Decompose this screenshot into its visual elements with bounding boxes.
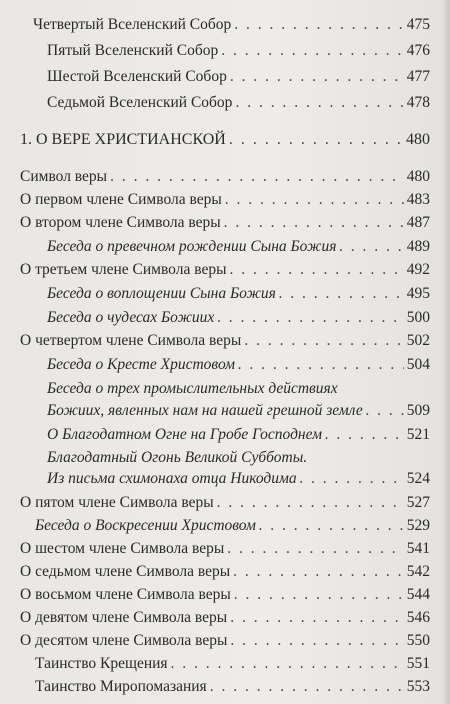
toc-entry-title: О шестом члене Символа веры: [20, 540, 225, 557]
toc-entry-page: 527: [406, 494, 430, 511]
leader-dots: [230, 259, 404, 281]
toc-entry-page: 495: [406, 285, 430, 302]
toc-entry-title: 1. О ВЕРЕ ХРИСТИАНСКОЙ: [20, 131, 226, 148]
toc-entry-title: Беседа о Кресте Христовом: [47, 356, 235, 373]
toc-entry-page: 489: [406, 238, 430, 255]
leader-dots: [230, 630, 403, 652]
leader-dots: [210, 676, 404, 698]
toc-entry-page: 544: [406, 586, 430, 603]
toc-entry-page: 524: [406, 470, 430, 487]
toc-entry: [35, 653, 430, 675]
toc-entry: [20, 166, 430, 188]
leader-dots: [366, 400, 404, 422]
toc-entry: [20, 212, 430, 234]
toc-entry-title: О третьем члене Символа веры: [20, 261, 227, 278]
leader-dots: [259, 515, 404, 537]
leader-dots: [300, 468, 404, 490]
leader-dots: [234, 14, 403, 36]
toc-entry-title: Беседа о воплощении Сына Божия: [47, 285, 276, 302]
toc-entry-page: 529: [406, 517, 430, 534]
toc-entry-title: Шестой Вселенский Собор: [47, 68, 227, 85]
toc-entry-page: 500: [406, 309, 430, 326]
toc-entry: [20, 259, 430, 281]
toc-entry-page: 483: [406, 191, 430, 208]
toc-entry-title: Божиих, явленных нам на нашей грешной земле: [47, 402, 363, 419]
leader-dots: [244, 330, 403, 352]
leader-dots: [230, 607, 404, 629]
toc-entry-title: Беседа о Воскресении Христовом: [35, 517, 256, 534]
toc-entry-title: О седьмом члене Символа веры: [20, 563, 231, 580]
toc-entry: [20, 330, 430, 352]
toc-entry-page: 477: [406, 68, 430, 85]
toc-entry-talk: [47, 236, 430, 258]
toc-entry-talk-line1: Беседа о трех промыслительных действиях: [47, 380, 338, 397]
toc-entry-talk: [47, 354, 430, 376]
toc-entry-page: 541: [406, 540, 430, 557]
toc-entry-page: 492: [406, 261, 430, 278]
leader-dots: [110, 166, 404, 188]
toc-entry: [47, 66, 430, 88]
toc-entry-title: Беседа о чудесах Божиих: [47, 309, 215, 326]
toc-entry-page: 553: [406, 678, 430, 695]
toc-entry-talk: [47, 400, 430, 422]
toc-entry-title: Седьмой Вселенский Собор: [47, 94, 233, 111]
leader-dots: [279, 283, 404, 305]
toc-entry-talk: [47, 424, 430, 446]
toc-entry-page: 509: [406, 402, 430, 419]
toc-entry-letter: [47, 468, 430, 490]
toc-entry-page: 475: [406, 16, 430, 33]
toc-entry-title: Таинство Крещения: [35, 655, 168, 672]
toc-entry-title: О девятом члене Символа веры: [20, 609, 228, 626]
toc-entry-title: О Благодатном Огне на Гробе Господнем: [47, 426, 322, 443]
leader-dots: [225, 189, 404, 211]
toc-entry-page: 546: [406, 609, 430, 626]
toc-entry-title: Символ веры: [20, 168, 108, 185]
leader-dots: [217, 307, 403, 329]
toc-entry: [20, 538, 430, 560]
toc-entry-letter-line1: Благодатный Огонь Великой Субботы.: [47, 449, 308, 466]
toc-entry-page: 542: [406, 563, 430, 580]
leader-dots: [235, 92, 403, 114]
toc-entry: [20, 584, 430, 606]
toc-entry-page: 476: [406, 42, 430, 59]
toc-entry: [47, 92, 430, 114]
toc-entry-title: Четвертый Вселенский Собор: [33, 16, 232, 33]
toc-entry: [47, 40, 430, 62]
leader-dots: [233, 561, 404, 583]
toc-entry-title: Таинство Миропомазания: [35, 678, 207, 695]
toc-entry-page: 551: [406, 655, 430, 672]
toc-entry-page: 502: [406, 332, 430, 349]
leader-dots: [217, 492, 404, 514]
leader-dots: [229, 129, 403, 151]
toc-entry-page: 480: [406, 168, 430, 185]
leader-dots: [234, 584, 404, 606]
toc-entry-talk: [35, 515, 430, 537]
leader-dots: [171, 653, 404, 675]
toc-entry-page: 550: [406, 632, 430, 649]
toc-entry-title: Пятый Вселенский Собор: [47, 42, 219, 59]
toc-entry: [20, 492, 430, 514]
toc-entry-page: 478: [406, 94, 430, 111]
toc-entry-title: Беседа о превечном рождении Сына Божия: [47, 238, 337, 255]
toc-entry-page: 487: [406, 214, 430, 231]
leader-dots: [325, 424, 404, 446]
toc-entry: [20, 561, 430, 583]
toc-entry: [20, 630, 430, 652]
toc-entry-page: 504: [406, 356, 430, 373]
toc-entry: [33, 14, 430, 36]
toc-entry-page: 521: [406, 426, 430, 443]
toc-entry-title: О четвертом члене Символа веры: [20, 332, 242, 349]
toc-entry-title: О втором члене Символа веры: [20, 214, 221, 231]
toc-entry-page: 480: [406, 131, 430, 148]
leader-dots: [238, 354, 404, 376]
toc-section-heading: [20, 129, 430, 151]
toc-entry-title: О десятом члене Символа веры: [20, 632, 228, 649]
toc-entry-title: О пятом члене Символа веры: [20, 494, 214, 511]
leader-dots: [339, 236, 403, 258]
toc-entry-title: Из письма схимонаха отца Никодима: [47, 470, 297, 487]
leader-dots: [227, 538, 403, 560]
toc-entry-talk: [47, 283, 430, 305]
toc-entry: [35, 676, 430, 698]
toc-entry: [20, 189, 430, 211]
leader-dots: [221, 40, 404, 62]
leader-dots: [224, 212, 404, 234]
toc-entry-title: О первом члене Символа веры: [20, 191, 222, 208]
leader-dots: [230, 66, 404, 88]
toc-entry: [20, 607, 430, 629]
toc-entry-title: О восьмом члене Символа веры: [20, 586, 231, 603]
toc-entry-talk: [47, 307, 430, 329]
